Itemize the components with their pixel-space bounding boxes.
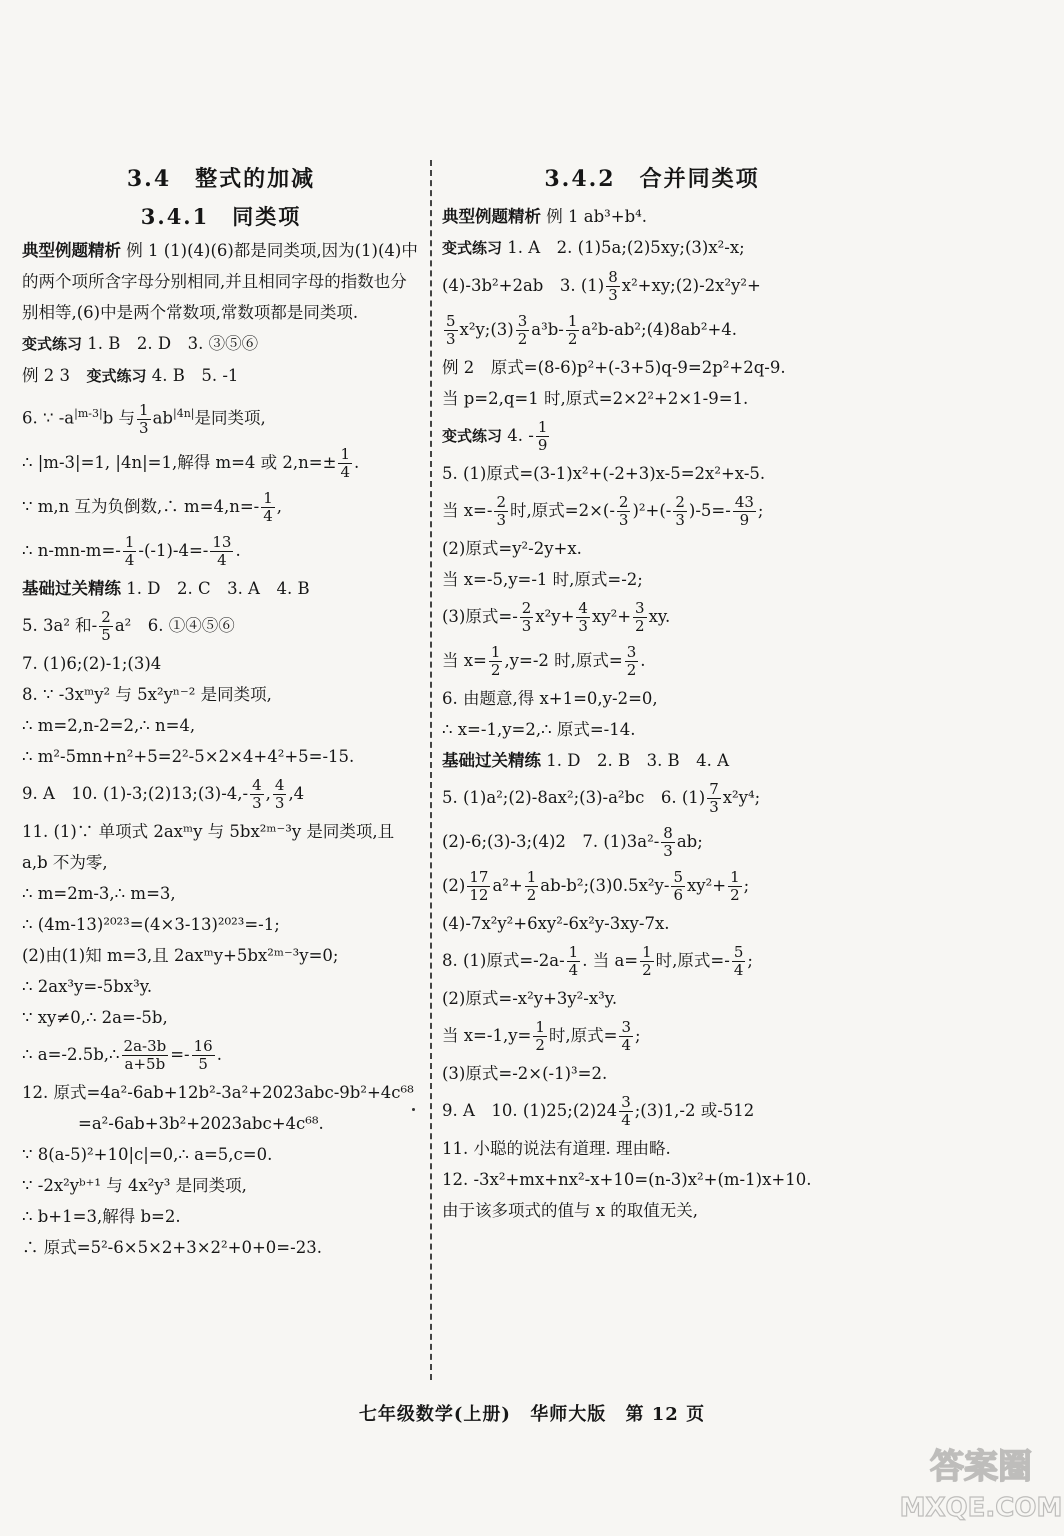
fraction: $\frac{2a-3b}{a+5b}$	[123, 1036, 167, 1073]
q11-line-8: ∴ a=-2.5b,∴ $\frac{2a-3b}{a+5b}$ =- $\frac{16}{5}$ .	[22, 1036, 222, 1073]
footer-book: 七年级数学(上册)	[358, 1404, 511, 1425]
footer-edition: 华师大版	[530, 1404, 607, 1425]
column-divider	[430, 160, 432, 1380]
r-variant-1: 变式练习 1. A 2. (1)5a;(2)5xy;(3)x²-x;	[442, 238, 745, 257]
left-column	[22, 150, 420, 1263]
fraction: $\frac{13}{4}$	[212, 532, 232, 569]
r-q7-line-1: (2)-6;(3)-3;(4)2 7. (1)3a²- $\frac{8}{3}$ ab;	[442, 824, 703, 860]
q7-line: 7. (1)6;(2)-1;(3)4	[22, 653, 162, 673]
fraction: $\frac{1}{9}$	[537, 418, 548, 454]
watermark-url: MXQE.COM	[899, 1493, 1063, 1523]
q12-line-2: =a²-6ab+3b²+2023abc+4c⁶⁸.	[78, 1113, 324, 1133]
fraction: $\frac{1}{4}$	[568, 943, 579, 979]
q11-line-4: ∴ (4m-13)²⁰²³=(4×3-13)²⁰²³=-1;	[22, 914, 280, 934]
fraction: $\frac{1}{2}$	[642, 943, 652, 979]
q9-q10-line: 9. A 10. (1)-3;(2)13;(3)-4,- $\frac{4}{3}$ , $\frac{4}{3}$ ,4	[22, 775, 305, 812]
q6-line-3: ∵ m,n 互为负倒数,∴ m=4,n=- $\frac{1}{4}$ ,	[22, 488, 283, 525]
fraction: $\frac{1}{4}$	[263, 488, 273, 525]
fraction: $\frac{1}{2}$	[490, 643, 501, 679]
r-q5-line-1: 5. (1)原式=(3-1)x²+(-2+3)x-5=2x²+x-5.	[442, 464, 766, 483]
r-q5-line-3: (2)原式=y²-2y+x.	[442, 539, 582, 558]
basic-practice-line: 基础过关精练 1. D 2. C 3. A 4. B	[22, 578, 310, 598]
fraction: $\frac{5}{3}$	[446, 312, 456, 348]
r-q8-line-3: 当 x=-1,y= $\frac{1}{2}$ 时,原式= $\frac{3}{4}$ ;	[442, 1018, 641, 1054]
q11-line-7: ∵ xy≠0,∴ 2a=-5b,	[22, 1007, 168, 1027]
fraction: $\frac{2}{3}$	[675, 493, 685, 529]
section-title: 3.4 整式的加减	[126, 166, 316, 192]
q5-q6-line: 5. 3a² 和- $\frac{2}{5}$ a² 6. ①④⑤⑥	[22, 607, 235, 644]
fraction: $\frac{8}{3}$	[608, 268, 618, 304]
r-example-2-eval: 当 p=2,q=1 时,原式=2×2²+2×1-9=1.	[442, 389, 749, 408]
q8-line-3: ∴ m²-5mn+n²+5=2²-5×2×4+4²+5=-15.	[22, 746, 355, 766]
r-q12-line-2: 由于该多项式的值与 x 的取值无关,	[442, 1201, 699, 1220]
r-q5-line-2: 当 x=- $\frac{2}{3}$ 时,原式=2×(- $\frac{2}{3}$ )²+(- $\frac{2}{3}$ )-5=- $\frac{43}{9}$ ;	[442, 493, 764, 529]
fraction: $\frac{5}{6}$	[673, 868, 683, 904]
fraction: $\frac{1}{2}$	[730, 868, 740, 904]
r-q12-line-1: 12. -3x²+mx+nx²-x+10=(n-3)x²+(m-1)x+10.	[442, 1170, 812, 1189]
r-line-3: (4)-3b²+2ab 3. (1) $\frac{8}{3}$ x²+xy;(2)-2x²y²+	[442, 268, 761, 304]
q11-line-3: ∴ m=2m-3,∴ m=3,	[22, 883, 176, 903]
right-column	[442, 150, 862, 1226]
fraction: $\frac{4}{3}$	[578, 599, 588, 635]
fraction: $\frac{1}{4}$	[340, 444, 350, 481]
watermark-logo	[899, 1436, 1063, 1526]
fraction: $\frac{4}{3}$	[274, 775, 285, 812]
r-q11-line: 11. 小聪的说法有道理. 理由略.	[442, 1139, 671, 1158]
fraction: $\frac{2}{5}$	[101, 607, 111, 644]
r-variant-4: 变式练习 4. - $\frac{1}{9}$	[442, 418, 548, 454]
q12-line-4: ∵ -2x²yᵇ⁺¹ 与 4x²y³ 是同类项,	[22, 1175, 247, 1195]
r-q5-line-4: 当 x=-5,y=-1 时,原式=-2;	[442, 570, 643, 589]
q6-line-2: ∴ |m-3|=1, |4n|=1,解得 m=4 或 2,n=± $\frac{1}{4}$ .	[22, 444, 360, 481]
r-q8-line-1: 8. (1)原式=-2a- $\frac{1}{4}$ . 当 a= $\frac{1}{2}$ 时,原式=- $\frac{5}{4}$ ;	[442, 943, 753, 979]
fraction: $\frac{7}{3}$	[709, 780, 719, 816]
fraction: $\frac{16}{5}$	[193, 1036, 213, 1073]
q12-line-6: ∴ 原式=5²-6×5×2+3×2²+0+0=-23.	[22, 1237, 322, 1257]
r-q7-line-3: (4)-7x²y²+6xy²-6x²y-3xy-7x.	[442, 914, 670, 933]
example-1-analysis: 典型例题精析 例 1 (1)(4)(6)都是同类项,因为(1)(4)中的两个项所含字母分别相同,并且相同字母的指数也分别相等,(6)中是两个常数项,常数项都是同类项.	[22, 241, 418, 322]
fraction: $\frac{3}{2}$	[517, 312, 528, 348]
r-q5-line-5: (3)原式=- $\frac{2}{3}$ x²y+ $\frac{4}{3}$ xy²+ $\frac{3}{2}$ xy.	[442, 599, 671, 635]
r-basic-practice: 基础过关精练 1. D 2. B 3. B 4. A	[442, 751, 730, 770]
fraction: $\frac{2}{3}$	[521, 599, 532, 635]
q8-line-1: 8. ∵ -3xᵐy² 与 5x²yⁿ⁻² 是同类项,	[22, 684, 272, 704]
q11-line-1: 11. (1)∵ 单项式 2axᵐy 与 5bx²ᵐ⁻³y 是同类项,且	[22, 821, 395, 841]
fraction: $\frac{1}{3}$	[139, 400, 149, 437]
right-subsection-title: 3.4.2 合并同类项	[544, 166, 760, 192]
example-2-line: 例 2 3 变式练习 4. B 5. -1	[22, 366, 239, 385]
q12-line-3: ∵ 8(a-5)²+10|c|=0,∴ a=5,c=0.	[22, 1144, 273, 1164]
fraction: $\frac{3}{4}$	[621, 1018, 632, 1054]
r-q8-line-2: (2)原式=-x²y+3y²-x³y.	[442, 989, 618, 1008]
r-example-1: 典型例题精析 例 1 ab³+b⁴.	[442, 207, 647, 226]
r-q8-line-4: (3)原式=-2×(-1)³=2.	[442, 1064, 608, 1083]
fraction: $\frac{3}{2}$	[626, 643, 637, 679]
fraction: $\frac{1}{2}$	[567, 312, 578, 348]
fraction: $\frac{1}{4}$	[124, 532, 135, 569]
fraction: $\frac{2}{3}$	[496, 493, 506, 529]
r-line-4: $\frac{5}{3}$ x²y;(3) $\frac{3}{2}$ a³b- $\frac{1}{2}$ a²b-ab²;(4)8ab²+4.	[446, 312, 738, 348]
fraction: $\frac{2}{3}$	[618, 493, 629, 529]
r-q6-line-2: ∴ x=-1,y=2,∴ 原式=-14.	[442, 720, 636, 739]
r-q6-line-1: 6. 由题意,得 x+1=0,y-2=0,	[442, 689, 658, 708]
fraction: $\frac{3}{2}$	[635, 599, 645, 635]
fraction: $\frac{5}{4}$	[733, 943, 744, 979]
q6-line-1: 6. ∵ $-a^{|m-3|}b$ 与 $\frac{1}{3}$ $ab^{|4n|}$是同类项,	[22, 400, 266, 437]
q11-line-5: (2)由(1)知 m=3,且 2axᵐy+5bx²ᵐ⁻³y=0;	[22, 945, 339, 965]
fraction: $\frac{3}{4}$	[621, 1093, 631, 1129]
q11-line-6: ∴ 2ax³y=-5bx³y.	[22, 976, 153, 996]
r-q7-line-2: (2) $\frac{17}{12}$ a²+ $\frac{1}{2}$ ab-b²;(3)0.5x²y- $\frac{5}{6}$ xy²+ $\frac{1}{2}$ ;	[442, 868, 750, 904]
q11-line-2: a,b 不为零,	[22, 852, 108, 872]
fraction: $\frac{17}{12}$	[469, 868, 489, 904]
variant-practice-1: 变式练习 1. B 2. D 3. ③⑤⑥	[22, 334, 259, 353]
q6-line-4: ∴ n-mn-m=- $\frac{1}{4}$ -(-1)-4=- $\frac{13}{4}$ .	[22, 532, 241, 569]
page-footer	[0, 1400, 1064, 1426]
fraction: $\frac{1}{2}$	[535, 1018, 545, 1054]
r-q5-q6-basic: 5. (1)a²;(2)-8ax²;(3)-a²bc 6. (1) $\frac{7}{3}$ x²y⁴;	[442, 780, 761, 816]
fraction: $\frac{4}{3}$	[252, 775, 262, 812]
q12-line-5: ∴ b+1=3,解得 b=2.	[22, 1206, 181, 1226]
fraction: $\frac{8}{3}$	[663, 824, 673, 860]
r-q5-line-6: 当 x= $\frac{1}{2}$ ,y=-2 时,原式= $\frac{3}{2}$ .	[442, 643, 646, 679]
subsection-title: 3.4.1 同类项	[140, 204, 302, 229]
fraction: $\frac{1}{2}$	[526, 868, 537, 904]
r-q9-q10-line: 9. A 10. (1)25;(2)24 $\frac{3}{4}$ ;(3)1,-2 或-512	[442, 1093, 755, 1129]
r-example-2: 例 2 原式=(8-6)p²+(-3+5)q-9=2p²+2q-9.	[442, 358, 786, 377]
footer-page: 第 12 页	[625, 1404, 706, 1425]
q8-line-2: ∴ m=2,n-2=2,∴ n=4,	[22, 715, 196, 735]
fraction: $\frac{43}{9}$	[734, 493, 754, 529]
q12-line-1: 12. 原式=4a²-6ab+12b²-3a²+2023abc-9b²+4c⁶⁸	[22, 1082, 414, 1102]
watermark-text: 答案圈	[930, 1447, 1032, 1487]
